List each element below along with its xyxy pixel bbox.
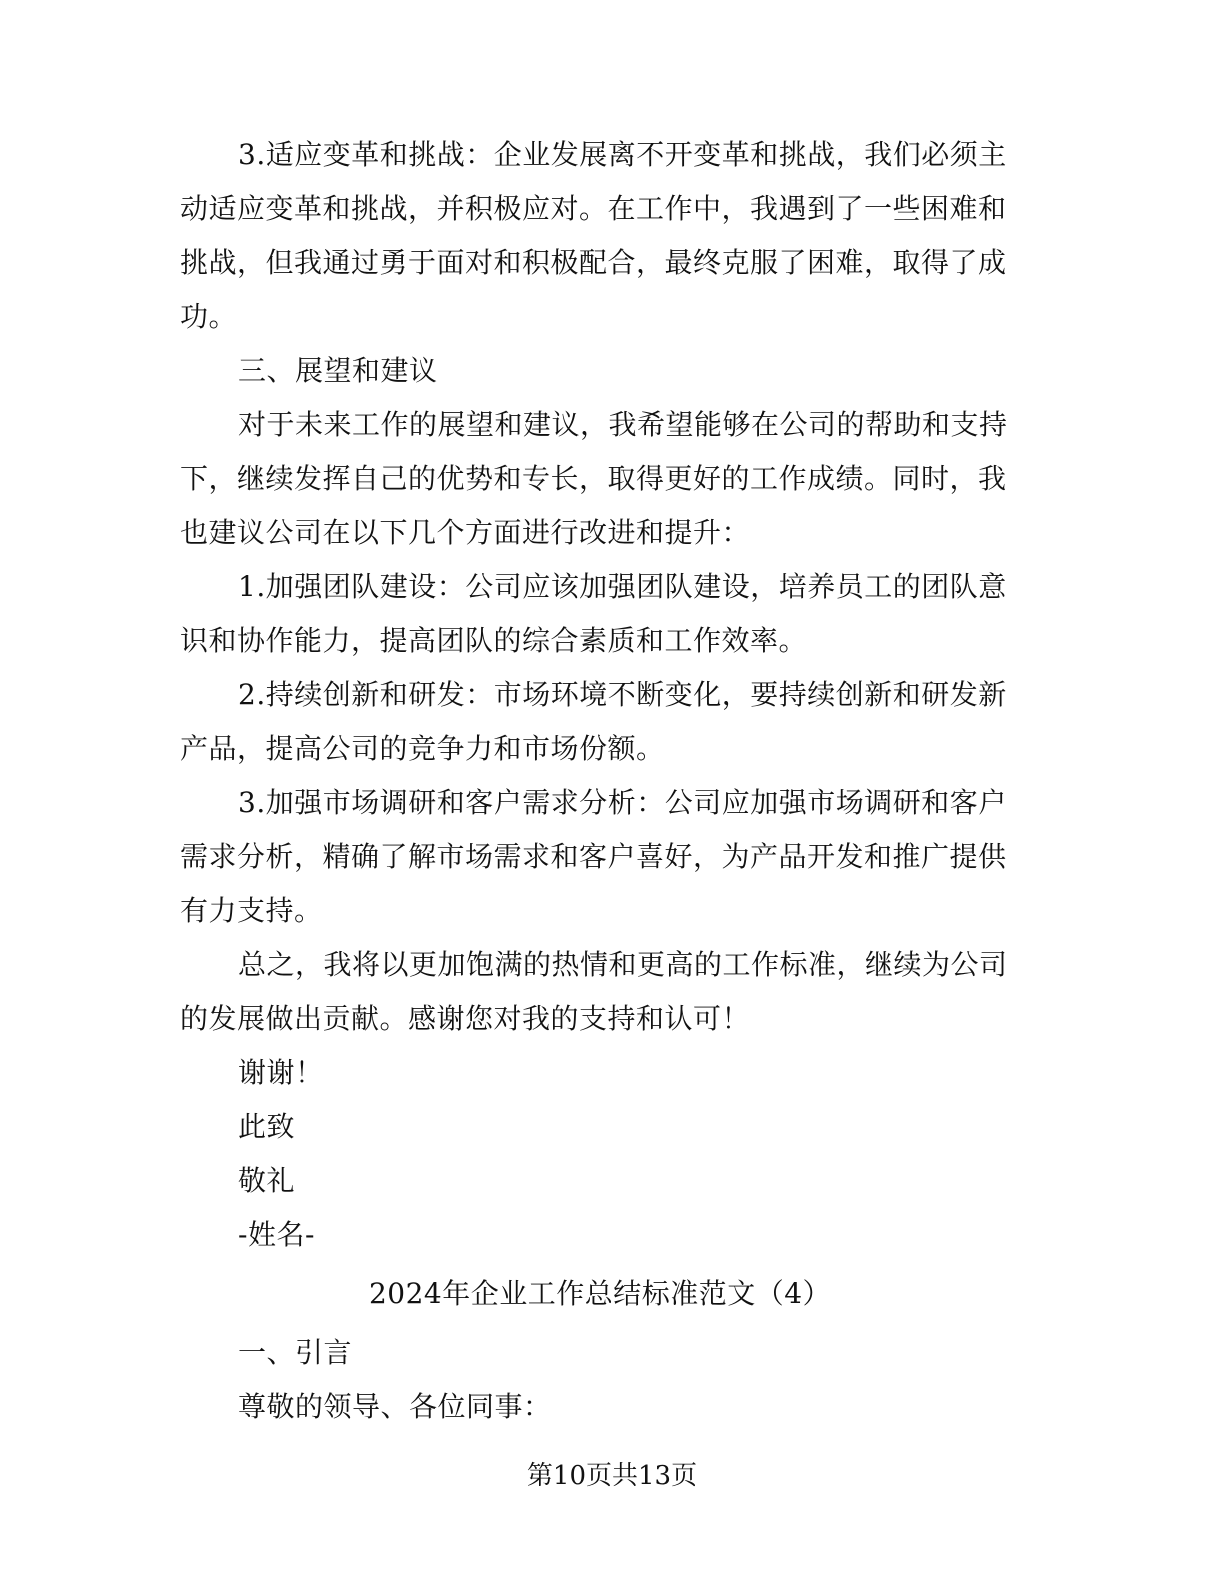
- section-title: 2024年企业工作总结标准范文（4）: [368, 1277, 832, 1310]
- paragraph-conclusion: 总之，我将以更加饱满的热情和更高的工作标准，继续为公司的发展做出贡献。感谢您对我的支持和认可！: [180, 948, 1008, 1035]
- page-number-footer: 第10页共13页: [526, 1461, 698, 1491]
- closing-regards: 敬礼: [238, 1164, 296, 1197]
- paragraph-adapt-change: 3.适应变革和挑战：企业发展离不开变革和挑战，我们必须主动适应变革和挑战，并积极应对。在工作中，我遇到了一些困难和挑战，但我通过勇于面对和积极配合，最终克服了困难，取得了成功。: [180, 138, 1007, 333]
- document-body: [180, 128, 1020, 1434]
- closing-thanks: 谢谢！: [238, 1056, 324, 1089]
- paragraph-market-research: 3.加强市场调研和客户需求分析：公司应加强市场调研和客户需求分析，精确了解市场需求和客户喜好，为产品开发和推广提供有力支持。: [180, 786, 1007, 927]
- paragraph-innovation: 2.持续创新和研发：市场环境不断变化，要持续创新和研发新产品，提高公司的竞争力和市场份额。: [180, 678, 1007, 765]
- heading-introduction: 一、引言: [238, 1336, 353, 1369]
- closing-salutation: 此致: [238, 1110, 296, 1143]
- heading-outlook: 三、展望和建议: [238, 354, 438, 387]
- paragraph-outlook: 对于未来工作的展望和建议，我希望能够在公司的帮助和支持下，继续发挥自己的优势和专长，取得更好的工作成绩。同时，我也建议公司在以下几个方面进行改进和提升：: [180, 408, 1008, 549]
- greeting-line: 尊敬的领导、各位同事：: [238, 1390, 552, 1423]
- paragraph-team-building: 1.加强团队建设：公司应该加强团队建设，培养员工的团队意识和协作能力，提高团队的综合素质和工作效率。: [180, 570, 1007, 657]
- closing-signature: -姓名-: [238, 1218, 315, 1251]
